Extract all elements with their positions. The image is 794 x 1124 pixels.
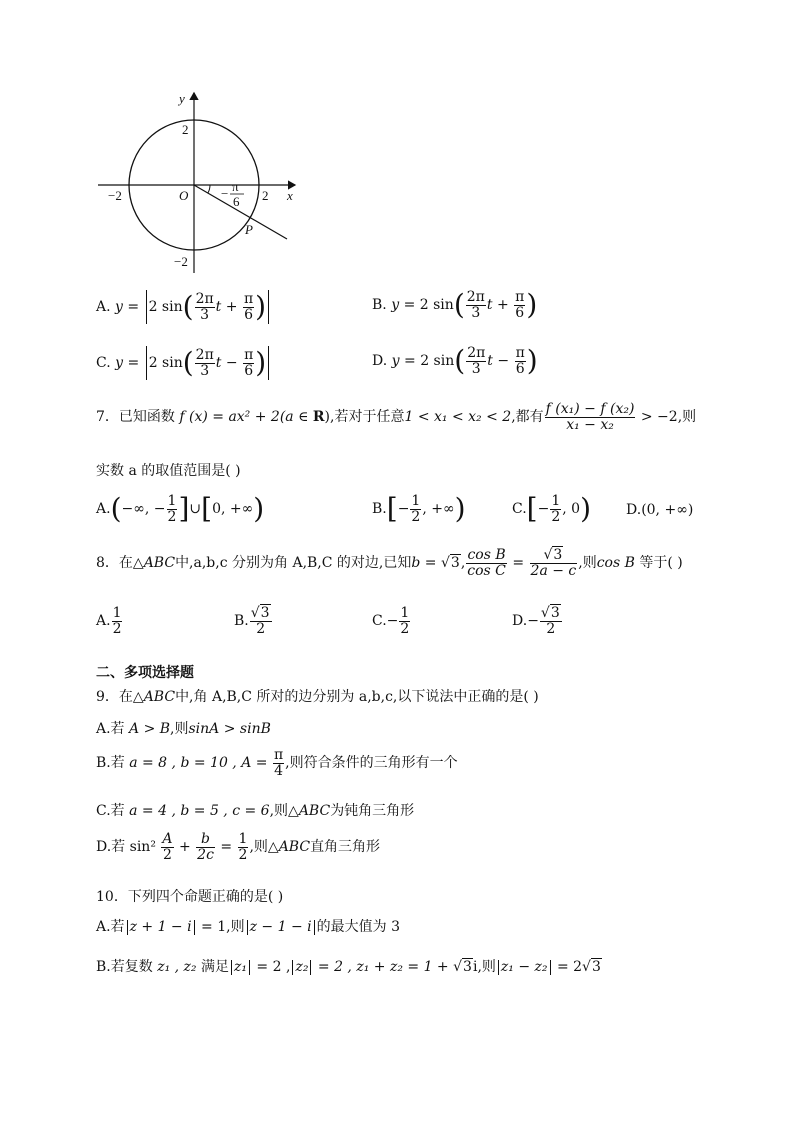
q9-option-d[interactable]: D.若 sin² $\frac{A}{2}$ + $\frac{b}{2c}$ = $\frac{1}{2}$ ,则△ABC直角三角形 [96, 831, 381, 863]
q10-option-b[interactable]: B.若复数 z₁ , z₂ 满足 z₁ = 2 , z₂ = 2 , z₁ + z₂ = 1 + √3i,则 z₁ − z₂ = 2√3 [96, 959, 601, 975]
q9-option-b[interactable]: B.若 a = 8 , b = 10 , A = $\frac{\pi}{4}$ ,则符合条件的三角形有一个 [96, 747, 458, 779]
q8-option-b[interactable]: B. $\frac{√3}{2}$ [234, 605, 270, 637]
q7-stem-line2: 实数 a 的取值范围是( ) [96, 463, 241, 479]
angle-minus: − [221, 186, 229, 201]
q7-stem: 7．已知函数 f (x) = ax² + 2(a ∈ R),若对于任意1 < x₁ < x₂ < 2,都有 $\frac{\text{f (x₁) − f (x₂)}}{\text{x₁ − x₂}}$ > −2,则 [96, 401, 697, 433]
angle-num: π [232, 179, 239, 194]
angle-den: 6 [233, 194, 240, 209]
q8-stem: 8．在△ABC中,a,b,c 分别为角 A,B,C 的对边,已知b = √3, $\frac{\text{cos B}}{\text{cos C}}$ = $\frac{√3}{2a - c}$ ,则cos B 等于( ) [96, 547, 683, 579]
q6-option-d[interactable]: D. y = 2 sin( $\frac{2\pi}{3}$ t − $\frac{\pi}{6}$ ) [372, 344, 538, 378]
q7-option-a[interactable]: A.(−∞, − $\frac{1}{2}$ ]∪[0, +∞) [96, 492, 265, 526]
q9-option-c[interactable]: C.若 a = 4 , b = 5 , c = 6,则△ABC为钝角三角形 [96, 803, 415, 819]
q7-option-c[interactable]: C.[− $\frac{1}{2}$ , 0) [512, 492, 592, 526]
q10-option-a[interactable]: A.若 z + 1 − i = 1,则 z − 1 − i 的最大值为 3 [96, 919, 400, 935]
top-label: 2 [182, 122, 189, 137]
section-title: 二、多项选择题 [96, 665, 194, 681]
origin-label: O [179, 188, 189, 203]
angle-arc [208, 185, 210, 193]
q8-option-c[interactable]: C.− $\frac{1}{2}$ [372, 605, 410, 637]
q9-stem: 9．在△ABC中,角 A,B,C 所对的边分别为 a,b,c,以下说法中正确的是( ) [96, 689, 539, 705]
q7-option-b[interactable]: B.[− $\frac{1}{2}$ , +∞) [372, 492, 466, 526]
unit-circle-figure [90, 88, 310, 278]
bottom-label: −2 [174, 254, 188, 269]
q8-option-a[interactable]: A. $\frac{1}{2}$ [96, 605, 122, 637]
q6-option-b[interactable]: B. y = 2 sin( $\frac{2\pi}{3}$ t + $\frac{\pi}{6}$ ) [372, 288, 538, 322]
point-label: P [245, 222, 253, 237]
q7-option-d[interactable]: D.(0, +∞) [626, 502, 694, 518]
y-label: y [179, 91, 185, 106]
q9-option-a[interactable]: A.若 A > B,则sinA > sinB [96, 721, 271, 737]
q8-option-d[interactable]: D.− $\frac{√3}{2}$ [512, 605, 560, 637]
left-label: −2 [108, 188, 122, 203]
q6-option-c[interactable]: C. y = 2 sin( $\frac{2\pi}{3}$ t − $\frac{\pi}{6}$ ) [96, 346, 271, 380]
x-label: x [287, 188, 293, 203]
q6-option-a[interactable]: A. y = 2 sin( $\frac{2\pi}{3}$ t + $\frac{\pi}{6}$ ) [96, 290, 271, 324]
q10-stem: 10．下列四个命题正确的是( ) [96, 889, 284, 905]
right-label: 2 [262, 188, 269, 203]
